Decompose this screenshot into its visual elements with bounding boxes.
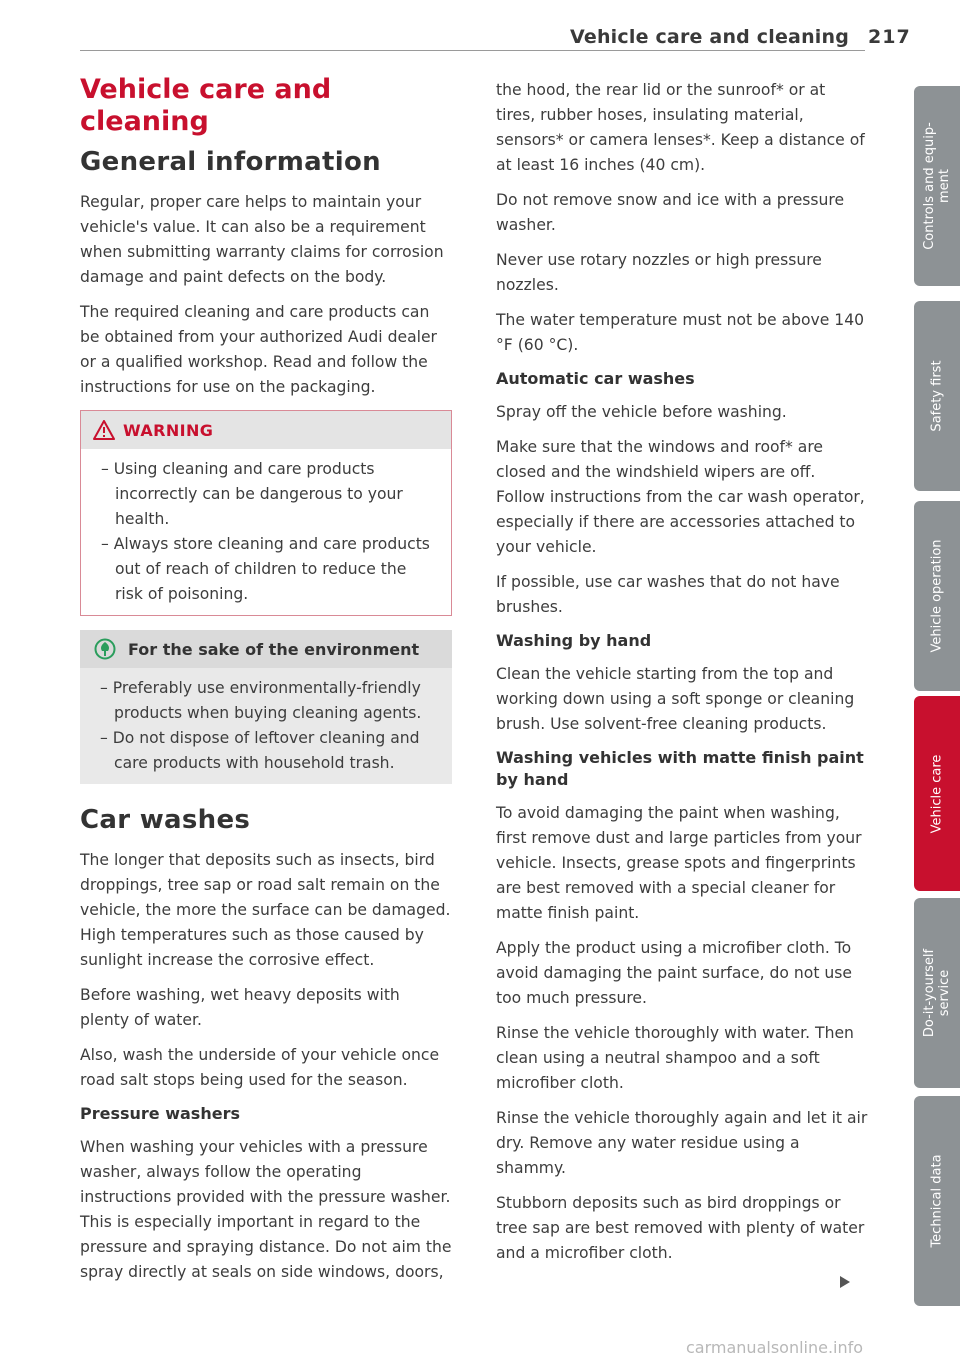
tab-label: Do-it-yourself service: [922, 948, 952, 1038]
paragraph: The longer that deposits such as insects, bird droppings, tree sap or road salt remain on the vehicle, the more the surface can be damaged. High temperatures such as those caused by sunlight increase the corrosive effect.: [80, 851, 451, 969]
paragraph: The water temperature must not be above 140 °F (60 °C).: [496, 311, 865, 354]
tab-controls[interactable]: [914, 86, 960, 286]
paragraph: Apply the product using a microfiber cloth. To avoid damaging the paint surface, do not use too much pressure.: [496, 939, 853, 1007]
paragraph: Rinse the vehicle thoroughly again and let it air dry. Remove any water residue using a shammy.: [496, 1109, 868, 1177]
general-info-heading: General information: [80, 147, 381, 177]
watermark: carmanualsonline.info: [686, 1338, 864, 1357]
paragraph: When washing your vehicles with a pressure washer, always follow the operating instructions provided with the pressure washer. This is especially important in regard to the pressure and spraying distance. Do not aim the spray directly at seals on side windows, doors,: [80, 1138, 452, 1281]
matte-finish-heading: Washing vehicles with matte finish paint by hand: [496, 748, 864, 789]
paragraph: Never use rotary nozzles or high pressure nozzles.: [496, 251, 822, 294]
tab-vehicle-care[interactable]: [914, 696, 960, 891]
left-column: [80, 74, 452, 1295]
warning-header: [81, 411, 451, 449]
environment-label: For the sake of the environment: [128, 639, 420, 659]
warning-list: [81, 449, 451, 615]
tab-label: Safety first: [929, 360, 945, 432]
pressure-washers-heading: Pressure washers: [80, 1104, 240, 1123]
paragraph: Rinse the vehicle thoroughly with water. Then clean using a neutral shampoo and a soft microfiber cloth.: [496, 1024, 854, 1092]
paragraph: the hood, the rear lid or the sunroof* or at tires, rubber hoses, insulating material, sensors* or camera lenses*. Keep a distance of at least 16 inches (40 cm).: [496, 81, 865, 174]
tab-label: Vehicle operation: [929, 539, 945, 653]
list-item: – Preferably use environmentally-friendly products when buying cleaning agents.: [92, 676, 440, 726]
automatic-car-washes-heading: Automatic car washes: [496, 369, 695, 388]
tab-label: Vehicle care: [929, 754, 945, 833]
list-item: – Always store cleaning and care products out of reach of children to reduce the risk of poisoning.: [93, 532, 439, 607]
continue-arrow-icon: [840, 1276, 850, 1288]
paragraph: Do not remove snow and ice with a pressure washer.: [496, 191, 845, 234]
environment-list: [80, 668, 452, 784]
paragraph: Before washing, wet heavy deposits with plenty of water.: [80, 986, 400, 1029]
section-title: Vehicle care and cleaning: [80, 74, 332, 137]
tab-safety-first[interactable]: [914, 301, 960, 491]
car-washes-heading: Car washes: [80, 805, 251, 835]
list-item: – Do not dispose of leftover cleaning and care products with household trash.: [92, 726, 440, 776]
page-number: 217: [868, 26, 911, 48]
environment-header: [80, 630, 452, 668]
tab-do-it-yourself[interactable]: [914, 898, 960, 1088]
washing-by-hand-heading: Washing by hand: [496, 631, 652, 650]
environment-tree-icon: [94, 638, 116, 660]
tab-label: Controls and equip- ment: [922, 122, 952, 250]
paragraph: To avoid damaging the paint when washing, first remove dust and large particles from your vehicle. Insects, grease spots and fingerprints are best removed with a special cleaner for matte finish paint.: [496, 804, 862, 922]
running-title: Vehicle care and cleaning: [570, 26, 850, 48]
right-column: [496, 78, 868, 1276]
tab-vehicle-operation[interactable]: [914, 501, 960, 691]
paragraph: Clean the vehicle starting from the top and working down using a soft sponge or cleaning brush. Use solvent-free cleaning products.: [496, 665, 855, 733]
environment-box: [80, 630, 452, 784]
paragraph: Stubborn deposits such as bird droppings or tree sap are best removed with plenty of water and a microfiber cloth.: [496, 1194, 865, 1262]
paragraph: Regular, proper care helps to maintain your vehicle's value. It can also be a requirement when submitting warranty claims for corrosion damage and paint defects on the body.: [80, 193, 444, 286]
warning-triangle-icon: [93, 420, 115, 440]
tab-label: Technical data: [929, 1154, 945, 1248]
warning-box: [80, 410, 452, 616]
paragraph: Make sure that the windows and roof* are closed and the windshield wipers are off. Follow instructions from the car wash operator, especially if there are accessories attached to your vehicle.: [496, 438, 865, 556]
paragraph: Spray off the vehicle before washing.: [496, 403, 787, 421]
warning-label: WARNING: [123, 420, 214, 440]
paragraph: The required cleaning and care products can be obtained from your authorized Audi dealer or a qualified workshop. Read and follow the instructions for use on the packaging.: [80, 303, 437, 396]
paragraph: Also, wash the underside of your vehicle once road salt stops being used for the season.: [80, 1046, 440, 1089]
tab-technical-data[interactable]: [914, 1096, 960, 1306]
paragraph: If possible, use car washes that do not have brushes.: [496, 573, 840, 616]
header-rule: [80, 50, 865, 51]
list-item: – Using cleaning and care products incorrectly can be dangerous to your health.: [93, 457, 439, 532]
